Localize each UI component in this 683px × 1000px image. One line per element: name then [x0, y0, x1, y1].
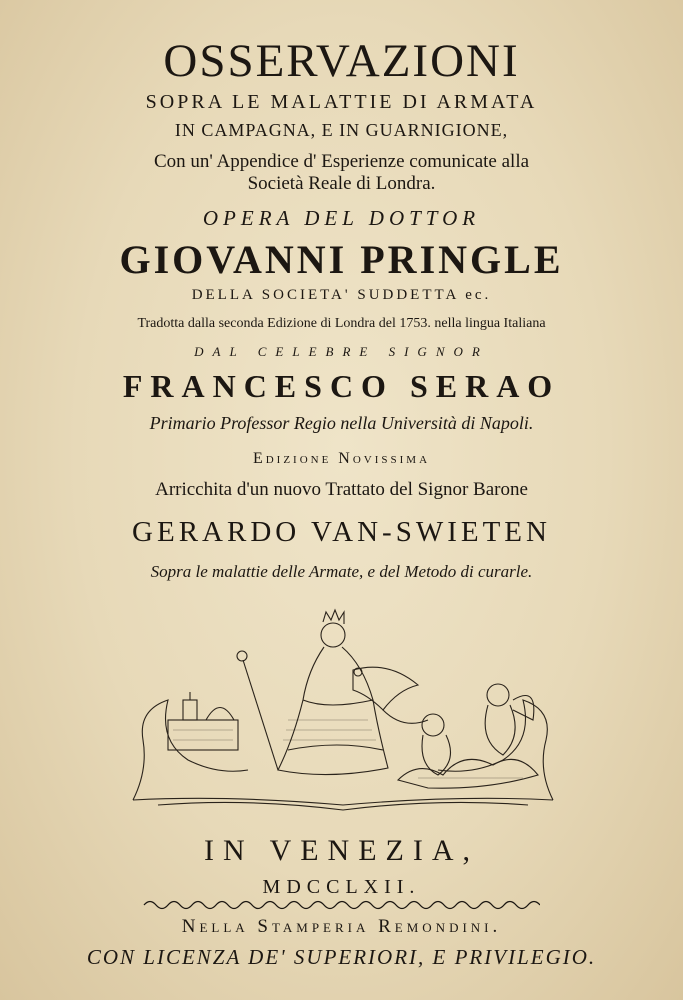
author-name: GIOVANNI PRINGLE — [119, 237, 564, 282]
enriched-line: Arricchita d'un nuovo Trattato del Signor Barone — [155, 479, 528, 500]
translation-line: Tradotta dalla seconda Edizione di Londra del 1753. nella lingua Italiana — [137, 316, 546, 331]
subtitle-line-2: IN CAMPAGNA, E IN GUARNIGIONE, — [174, 120, 509, 140]
main-title: OSSERVAZIONI — [163, 35, 520, 87]
second-work-title: Sopra le malattie delle Armate, e del Metodo di curarle. — [150, 562, 533, 581]
author-society: DELLA SOCIETA' SUDDETTA ec. — [191, 287, 492, 303]
translator-name: FRANCESCO SERAO — [122, 368, 561, 404]
edition-line: Edizione Novissima — [252, 450, 431, 467]
appendix-line-1: Con un' Appendice d' Esperienze comunicate alla — [153, 151, 530, 172]
imprint-printer: Nella Stamperia Remondini. — [181, 916, 502, 937]
appendix-line-2: Società Reale di Londra. — [247, 173, 436, 194]
opera-line: OPERA DEL DOTTOR — [202, 206, 481, 230]
imprint-year: MDCCLXII. — [262, 876, 421, 898]
imprint-license: CON LICENZA DE' SUPERIORI, E PRIVILEGIO. — [86, 945, 597, 969]
translator-intro: DAL CELEBRE SIGNOR — [194, 344, 489, 359]
translator-title: Primario Professor Regio nella Università di Napoli. — [149, 413, 534, 433]
second-author-name: GERARDO VAN-SWIETEN — [132, 516, 551, 548]
engraved-vignette — [128, 600, 558, 812]
ornament-rule — [140, 898, 540, 912]
imprint-place: IN VENEZIA, — [203, 834, 480, 867]
subtitle-line-1: SOPRA LE MALATTIE DI ARMATA — [145, 91, 538, 113]
